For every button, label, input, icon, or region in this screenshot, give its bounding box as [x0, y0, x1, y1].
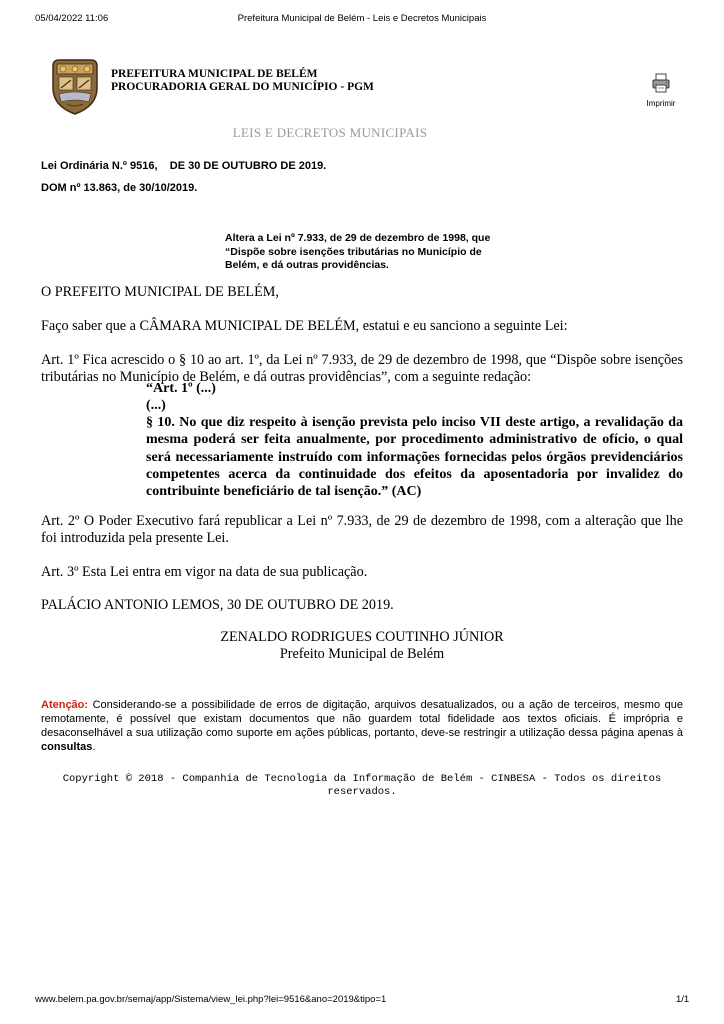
- section-title: LEIS E DECRETOS MUNICIPAIS: [232, 125, 428, 140]
- quoted-article: “Art. 1º (...): [146, 381, 216, 396]
- quoted-paragraph-10: § 10. No que diz respeito à isenção prevista pelo inciso VII deste artigo, a revalidação da mesma poderá ser feita anualmente, por procedimento administrativo de ofício, o qual será necessariamente instruído com informações fornecidas pelos órgãos previdenciários competentes acerca da continuidade dos efeitos da aposentadoria por invalidez do contribuinte beneficiário de tal isenção.” (AC): [146, 415, 683, 500]
- article-3: Art. 3º Esta Lei entra em vigor na data de sua publicação.: [41, 564, 368, 580]
- disclaimer-notice: [41, 698, 683, 754]
- signer-name: ZENALDO RODRIGUES COUTINHO JÚNIOR: [220, 629, 504, 645]
- printer-icon: [641, 73, 681, 98]
- quoted-ellipsis: (...): [146, 398, 166, 413]
- print-url: www.belem.pa.gov.br/semaj/app/Sistema/view_lei.php?lei=9516&ano=2019&tipo=1: [35, 994, 387, 1005]
- signer-title: Prefeito Municipal de Belém: [279, 646, 445, 662]
- article-2: Art. 2º O Poder Executivo fará republicar a Lei nº 7.933, de 29 de dezembro de 1998, com a alteração que lhe foi introduzida pela presente Lei.: [41, 513, 683, 546]
- law-ementa: Altera a Lei nº 7.933, de 29 de dezembro de 1998, que “Dispõe sobre isenções tributárias no Município de Belém, e dá outras providências.: [225, 232, 491, 271]
- copyright: Copyright © 2018 - Companhia de Tecnologia da Informação de Belém - CINBESA - Todos os direitos reservados.: [62, 773, 662, 798]
- sanction-text: Faço saber que a CÂMARA MUNICIPAL DE BELÉM, estatui e eu sanciono a seguinte Lei:: [41, 318, 568, 334]
- print-button[interactable]: [641, 73, 681, 108]
- dom-reference: DOM nº 13.863, de 30/10/2019.: [41, 182, 198, 194]
- law-title: [41, 160, 326, 172]
- notice-emphasis: consultas: [41, 741, 93, 753]
- preamble: O PREFEITO MUNICIPAL DE BELÉM,: [41, 284, 279, 300]
- notice-text: Considerando-se a possibilidade de erros de digitação, arquivos desatualizados, ou a ação de terceiros, mesmo que remotamente, é possível que existam documentos que não guardem total fidelidade aos textos oficiais. É imprópria e desaconselhável a sua utilização como suporte em ações públicas, portanto, deve-se restringir a utilização dessa página apenas à: [41, 699, 683, 739]
- place-date: PALÁCIO ANTONIO LEMOS, 30 DE OUTUBRO DE 2019.: [41, 597, 394, 613]
- print-label: Imprimir: [646, 99, 676, 108]
- print-page-number: 1/1: [676, 994, 690, 1005]
- law-number: Lei Ordinária N.º 9516,: [41, 160, 158, 172]
- belem-coat-of-arms-icon: [49, 58, 101, 116]
- notice-end: .: [92, 741, 96, 753]
- institution-name: PREFEITURA MUNICIPAL DE BELÉM: [111, 68, 318, 80]
- article-1: Art. 1º Fica acrescido o § 10 ao art. 1º, da Lei nº 7.933, de 29 de dezembro de 1998, que “Dispõe sobre isenções tributárias no Município de Belém, e dá outras providências”, com a seguinte redação:: [41, 352, 683, 385]
- print-datetime: 05/04/2022 11:06: [35, 13, 109, 24]
- institution-department: PROCURADORIA GERAL DO MUNICÍPIO - PGM: [111, 81, 374, 93]
- law-date: DE 30 DE OUTUBRO DE 2019.: [169, 160, 327, 172]
- notice-label: Atenção:: [41, 699, 89, 711]
- print-page-title: Prefeitura Municipal de Belém - Leis e Decretos Municipais: [237, 13, 487, 24]
